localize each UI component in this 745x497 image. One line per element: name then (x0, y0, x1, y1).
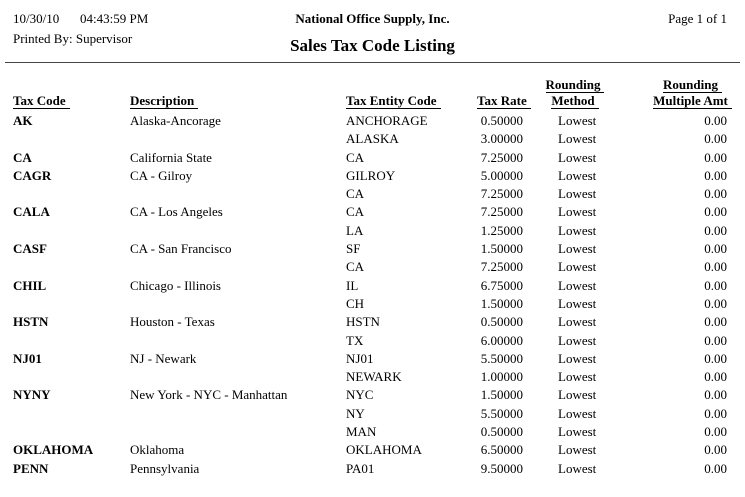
description-cell: CA - San Francisco (130, 241, 232, 257)
entity-code-cell: GILROY (346, 167, 396, 183)
column-header-label: Tax Entity Code (346, 94, 441, 109)
entity-code-cell: TX (346, 332, 364, 348)
rounding-amount-cell: 0.00 (704, 204, 727, 220)
rounding-amount-cell: 0.00 (704, 387, 727, 403)
rounding-amount-cell: 0.00 (704, 314, 727, 330)
column-header-label: Tax Code (13, 94, 70, 109)
column-header-label: Rounding (663, 78, 722, 93)
report-date: 10/30/10 (13, 11, 60, 26)
rounding-method-cell: Lowest (558, 259, 597, 275)
table-row (0, 295, 745, 313)
column-header-tax-entity-code (346, 93, 441, 109)
rounding-method-cell: Lowest (558, 295, 597, 311)
tax-rate-cell: 0.50000 (480, 314, 523, 330)
table-body (0, 112, 745, 478)
column-header-description (130, 93, 198, 109)
tax-rate-cell: 6.75000 (480, 277, 523, 293)
rounding-amount-cell: 0.00 (704, 167, 727, 183)
entity-code-cell: HSTN (346, 314, 380, 330)
table-row (0, 149, 745, 167)
tax-rate-cell: 6.50000 (480, 442, 523, 458)
column-header-rounding-method (538, 77, 612, 109)
tax-rate-cell: 1.50000 (480, 295, 523, 311)
tax-rate-cell: 7.25000 (480, 149, 523, 165)
description-cell: New York - NYC - Manhattan (130, 387, 288, 403)
company-name: National Office Supply, Inc. (295, 11, 450, 26)
entity-code-cell: CA (346, 186, 365, 202)
entity-code-cell: CA (346, 204, 365, 220)
rounding-amount-cell: 0.00 (704, 332, 727, 348)
tax-rate-cell: 3.00000 (480, 131, 523, 147)
rounding-method-cell: Lowest (558, 277, 597, 293)
rounding-method-cell: Lowest (558, 332, 597, 348)
table-row (0, 167, 745, 185)
entity-code-cell: CH (346, 295, 365, 311)
description-cell: CA - Los Angeles (130, 204, 223, 220)
rounding-method-cell: Lowest (558, 167, 597, 183)
entity-code-cell: NYC (346, 387, 374, 403)
tax-code-cell: CAGR (13, 167, 52, 183)
entity-code-cell: MAN (346, 424, 377, 440)
description-cell: CA - Gilroy (130, 167, 193, 183)
entity-code-cell: NJ01 (346, 350, 374, 366)
table-row (0, 405, 745, 423)
tax-code-cell: CASF (13, 241, 47, 257)
table-row (0, 423, 745, 441)
tax-code-cell: CHIL (13, 277, 47, 293)
table-row (0, 460, 745, 478)
rounding-method-cell: Lowest (558, 424, 597, 440)
tax-rate-cell: 1.25000 (480, 222, 523, 238)
column-header-label: Multiple Amt (653, 94, 732, 109)
description-cell: Chicago - Illinois (130, 277, 221, 293)
table-row (0, 185, 745, 203)
description-cell: Oklahoma (130, 442, 185, 458)
rounding-method-cell: Lowest (558, 405, 597, 421)
tax-rate-cell: 9.50000 (480, 460, 523, 476)
tax-code-cell: CA (13, 149, 32, 165)
rounding-amount-cell: 0.00 (704, 241, 727, 257)
tax-rate-cell: 5.50000 (480, 405, 523, 421)
rounding-method-cell: Lowest (558, 149, 597, 165)
tax-rate-cell: 7.25000 (480, 186, 523, 202)
rounding-method-cell: Lowest (558, 131, 597, 147)
rounding-amount-cell: 0.00 (704, 113, 727, 128)
header-divider (5, 62, 740, 63)
printed-by: Printed By: Supervisor (13, 31, 133, 46)
tax-rate-cell: 7.25000 (480, 204, 523, 220)
table-row (0, 203, 745, 221)
table-row (0, 441, 745, 459)
entity-code-cell: IL (346, 277, 359, 293)
report-title: Sales Tax Code Listing (290, 36, 455, 55)
rounding-amount-cell: 0.00 (704, 149, 727, 165)
column-header-label: Description (130, 94, 198, 109)
entity-code-cell: NY (346, 405, 365, 421)
tax-code-cell: AK (13, 113, 33, 128)
entity-code-cell: CA (346, 259, 365, 275)
entity-code-cell: SF (346, 241, 361, 257)
tax-rate-cell: 1.50000 (480, 387, 523, 403)
column-header-tax-rate (477, 93, 531, 109)
rounding-method-cell: Lowest (558, 113, 597, 128)
description-cell: NJ - Newark (130, 350, 197, 366)
description-cell: Pennsylvania (130, 460, 200, 476)
tax-code-cell: NJ01 (13, 350, 42, 366)
rounding-method-cell: Lowest (558, 314, 597, 330)
rounding-amount-cell: 0.00 (704, 460, 727, 476)
rounding-method-cell: Lowest (558, 442, 597, 458)
table-row (0, 222, 745, 240)
rounding-method-cell: Lowest (558, 387, 597, 403)
column-header-label: Method (551, 94, 598, 109)
entity-code-cell: CA (346, 149, 365, 165)
rounding-amount-cell: 0.00 (704, 186, 727, 202)
page-number: Page 1 of 1 (668, 11, 727, 26)
table-row (0, 112, 745, 130)
entity-code-cell: OKLAHOMA (346, 442, 422, 458)
table-row (0, 240, 745, 258)
table-row (0, 277, 745, 295)
table-row (0, 332, 745, 350)
description-cell: Houston - Texas (130, 314, 215, 330)
rounding-amount-cell: 0.00 (704, 277, 727, 293)
description-cell: California State (130, 149, 212, 165)
tax-code-cell: OKLAHOMA (13, 442, 94, 458)
tax-rate-cell: 0.50000 (480, 113, 523, 128)
rounding-amount-cell: 0.00 (704, 442, 727, 458)
rounding-method-cell: Lowest (558, 186, 597, 202)
tax-rate-cell: 6.00000 (480, 332, 523, 348)
description-cell: Alaska-Ancorage (130, 113, 221, 128)
rounding-method-cell: Lowest (558, 222, 597, 238)
rounding-amount-cell: 0.00 (704, 295, 727, 311)
report-time: 04:43:59 PM (80, 11, 149, 26)
rounding-amount-cell: 0.00 (704, 424, 727, 440)
tax-rate-cell: 5.50000 (480, 350, 523, 366)
rounding-amount-cell: 0.00 (704, 259, 727, 275)
tax-code-cell: CALA (13, 204, 50, 220)
column-header-rounding-multiple-amt (650, 77, 735, 109)
column-header-tax-code (13, 93, 70, 109)
rounding-amount-cell: 0.00 (704, 222, 727, 238)
rounding-method-cell: Lowest (558, 350, 597, 366)
rounding-amount-cell: 0.00 (704, 405, 727, 421)
table-row (0, 130, 745, 148)
table-row (0, 258, 745, 276)
rounding-method-cell: Lowest (558, 241, 597, 257)
entity-code-cell: NEWARK (346, 369, 402, 385)
entity-code-cell: ALASKA (346, 131, 399, 147)
tax-rate-cell: 1.00000 (480, 369, 523, 385)
column-header-label: Tax Rate (477, 94, 531, 109)
tax-rate-cell: 0.50000 (480, 424, 523, 440)
tax-rate-cell: 7.25000 (480, 259, 523, 275)
entity-code-cell: PA01 (346, 460, 375, 476)
entity-code-cell: ANCHORAGE (346, 113, 428, 128)
table-row (0, 368, 745, 386)
rounding-amount-cell: 0.00 (704, 369, 727, 385)
tax-code-cell: NYNY (13, 387, 51, 403)
rounding-method-cell: Lowest (558, 204, 597, 220)
tax-code-cell: PENN (13, 460, 49, 476)
entity-code-cell: LA (346, 222, 364, 238)
rounding-amount-cell: 0.00 (704, 350, 727, 366)
rounding-amount-cell: 0.00 (704, 131, 727, 147)
table-row (0, 386, 745, 404)
tax-rate-cell: 1.50000 (480, 241, 523, 257)
column-header-label: Rounding (546, 78, 605, 93)
rounding-method-cell: Lowest (558, 369, 597, 385)
tax-code-cell: HSTN (13, 314, 49, 330)
table-row (0, 350, 745, 368)
rounding-method-cell: Lowest (558, 460, 597, 476)
table-row (0, 313, 745, 331)
tax-rate-cell: 5.00000 (480, 167, 523, 183)
